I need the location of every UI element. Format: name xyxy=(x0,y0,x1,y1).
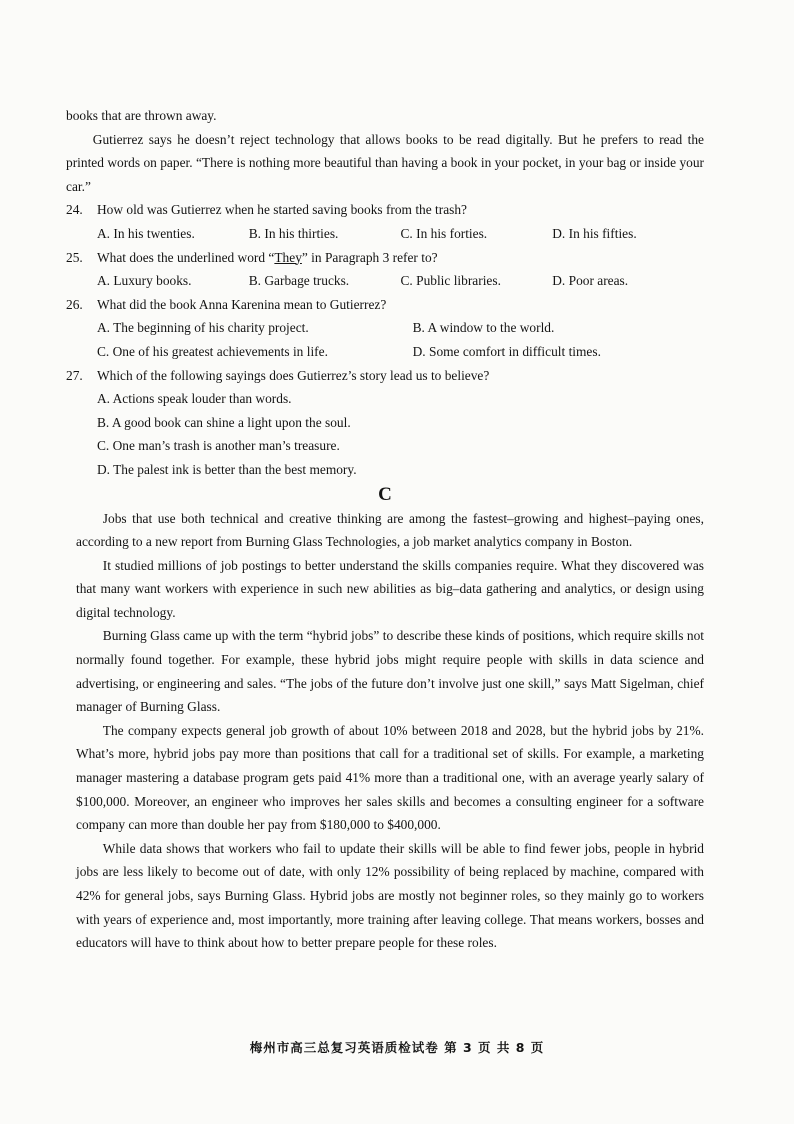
stem-before: What does the underlined word “ xyxy=(97,249,275,265)
question-number: 26. xyxy=(66,296,83,312)
question-stem: What did the book Anna Karenina mean to Gutierrez? xyxy=(97,296,387,312)
passage-c-paragraph-4: The company expects general job growth of about 10% between 2018 and 2028, but the hybrid jobs by 21%. What’s more, hybrid jobs pay more than positions that call for a traditional set of skills. For example, a marketing manager mastering a database program gets paid 41% more than a traditional one, with an average yearly salary of $100,000. Moreover, an engineer who improves her sales skills and becomes a consulting engineer for a software company can more than double her pay from $180,000 to $400,000. xyxy=(76,722,704,833)
option-b[interactable]: B. In his thirties. xyxy=(248,225,339,241)
question-24-options xyxy=(66,222,704,246)
option-b[interactable]: B. A window to the world. xyxy=(412,320,555,336)
page-content xyxy=(66,104,704,955)
passage-c-paragraph-3: Burning Glass came up with the term “hybrid jobs” to describe these kinds of positions, which require skills not normally found together. For example, these hybrid jobs might require people with skills in data science and advertising, or engineering and sales. “The jobs of the future don’t involve just one skill,” says Matt Sigelman, chief manager of Burning Glass. xyxy=(76,628,704,715)
question-26-options-row-2 xyxy=(66,340,704,364)
question-stem: How old was Gutierrez when he started saving books from the trash? xyxy=(97,202,468,218)
question-26 xyxy=(66,293,704,317)
option-c[interactable]: C. One of his greatest achievements in life. xyxy=(97,343,328,359)
option-b[interactable]: B. A good book can shine a light upon the soul. xyxy=(97,414,351,430)
question-27 xyxy=(66,364,704,388)
option-a[interactable]: A. Actions speak louder than words. xyxy=(97,391,292,407)
question-25 xyxy=(66,246,704,270)
passage-c xyxy=(76,507,704,955)
question-26-options-row-1 xyxy=(66,316,704,340)
option-b[interactable]: B. Garbage trucks. xyxy=(248,273,350,289)
question-number: 27. xyxy=(66,367,83,383)
page-footer: 梅州市高三总复习英语质检试卷 第 3 页 共 8 页 xyxy=(249,1040,545,1055)
option-d[interactable]: D. The palest ink is better than the best memory. xyxy=(97,461,357,477)
question-number: 25. xyxy=(66,249,83,265)
option-c[interactable]: C. In his forties. xyxy=(400,225,488,241)
passage-c-paragraph-2: It studied millions of job postings to better understand the skills companies require. What they discovered was that many want workers with experience in such new abilities as big–data gathering and analytics, or design using digital technology. xyxy=(76,557,704,620)
passage-c-paragraph-1: Jobs that use both technical and creative thinking are among the fastest–growing and highest–paying ones, according to a new report from Burning Glass Technologies, a job market analytics company in Boston. xyxy=(76,510,704,550)
question-number: 24. xyxy=(66,202,83,218)
passage-b-line: books that are thrown away. xyxy=(66,108,217,123)
question-25-options xyxy=(66,269,704,293)
option-d[interactable]: D. In his fifties. xyxy=(552,225,637,241)
passage-c-paragraph-5: While data shows that workers who fail to update their skills will be able to find fewer jobs, people in hybrid jobs are less likely to become out of date, with only 12% possibility of being replaced by machine, compared with 42% for general jobs, says Burning Glass. Hybrid jobs are mostly not beginner roles, so they mainly go to workers with years of experience and, most importantly, more training after leaving college. That means workers, bosses and educators will have to think about how to better prepare people for these roles. xyxy=(76,840,704,951)
section-heading: C xyxy=(378,483,392,505)
option-c[interactable]: C. Public libraries. xyxy=(400,273,501,289)
question-stem xyxy=(97,246,438,270)
question-24 xyxy=(66,198,704,222)
underlined-word: They xyxy=(274,249,302,265)
question-stem: Which of the following sayings does Gutierrez’s story lead us to believe? xyxy=(97,367,490,383)
passage-b-paragraph: Gutierrez says he doesn’t reject technology that allows books to be read digitally. But he prefers to read the printed words on paper. “There is nothing more beautiful than having a book in your pocket, in your bag or inside your car.” xyxy=(66,131,704,194)
stem-after: ” in Paragraph 3 refer to? xyxy=(301,249,438,265)
option-c[interactable]: C. One man’s trash is another man’s treasure. xyxy=(97,438,340,454)
option-d[interactable]: D. Some comfort in difficult times. xyxy=(412,343,601,359)
option-a[interactable]: A. Luxury books. xyxy=(97,273,192,289)
option-d[interactable]: D. Poor areas. xyxy=(552,273,629,289)
option-a[interactable]: A. The beginning of his charity project. xyxy=(97,320,309,336)
option-a[interactable]: A. In his twenties. xyxy=(97,225,195,241)
